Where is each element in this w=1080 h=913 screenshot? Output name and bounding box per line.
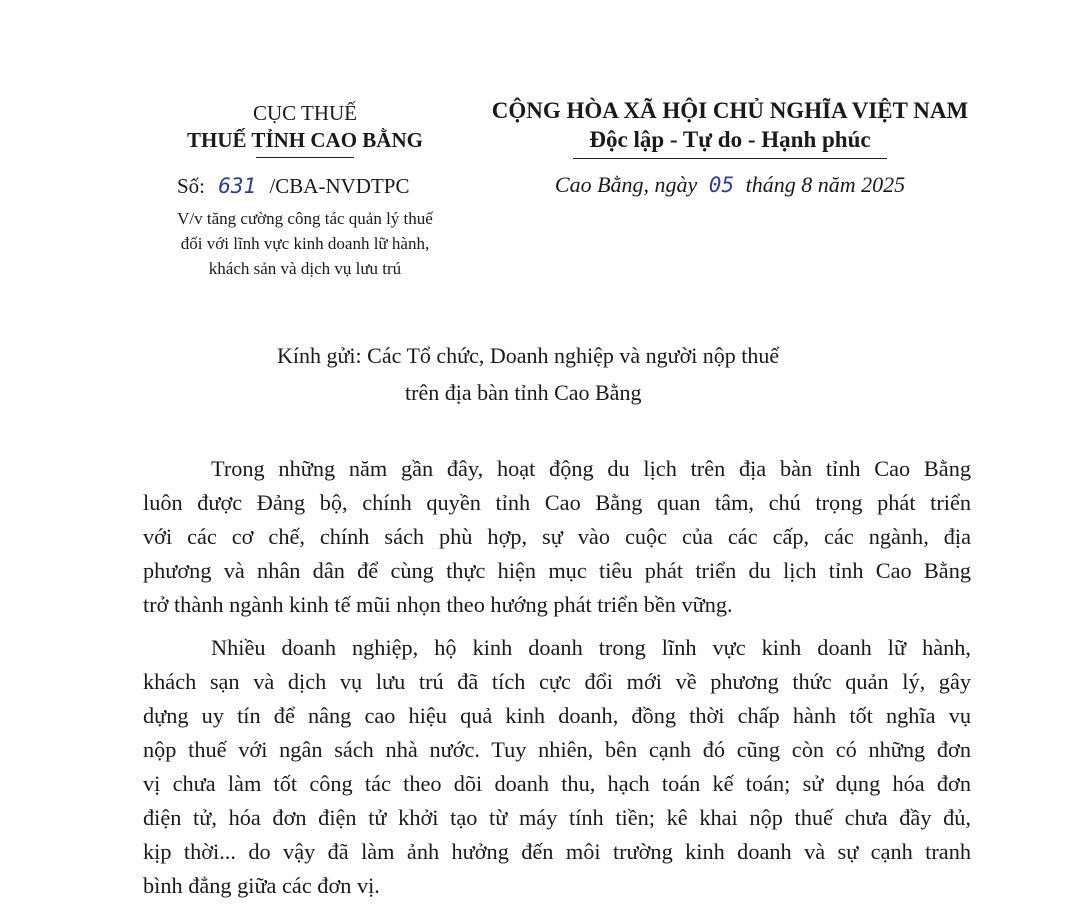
body-line: phương và nhân dân để cùng thực hiện mục tiêu phát triển du lịch tỉnh Cao Bằng xyxy=(143,558,971,583)
date-prefix: Cao Bằng, ngày xyxy=(554,172,698,197)
body-line: trở thành ngành kinh tế mũi nhọn theo hướng phát triển bền vững. xyxy=(143,592,733,617)
body-paragraph-2 xyxy=(143,631,971,903)
document-date xyxy=(480,172,980,198)
subject-line: V/v tăng cường công tác quản lý thuế xyxy=(177,209,433,228)
body-line: dựng uy tín để nâng cao hiệu quả kinh doanh, đồng thời chấp hành tốt nghĩa vụ xyxy=(143,703,971,728)
motto-underline xyxy=(573,158,887,159)
body-line: khách sạn và dịch vụ lưu trú đã tích cực đổi mới về phương thức quản lý, gây xyxy=(143,669,971,694)
document-number-suffix: /CBA-NVDTPC xyxy=(269,174,410,198)
body-line: Trong những năm gần đây, hoạt động du lịch trên địa bàn tỉnh Cao Bằng xyxy=(211,456,971,481)
body-line: kịp thời... do vậy đã làm ảnh hưởng đến môi trường kinh doanh và sự cạnh tranh xyxy=(143,839,971,864)
document-number xyxy=(177,174,409,199)
body-line: điện tử, hóa đơn điện tử khởi tạo từ máy tính tiền; kê khai nộp thuế chưa đầy đủ, xyxy=(143,805,971,830)
body-paragraph-1 xyxy=(143,452,971,622)
date-suffix: tháng 8 năm 2025 xyxy=(745,172,906,197)
subject-line: khách sản và dịch vụ lưu trú xyxy=(208,259,402,278)
document-subject xyxy=(140,206,470,281)
office-underline xyxy=(256,157,354,158)
recipients-line-2: trên địa bàn tỉnh Cao Bằng xyxy=(405,380,642,405)
recipients-line-1: Kính gửi: Các Tổ chức, Doanh nghiệp và người nộp thuế xyxy=(277,343,780,368)
body-line: vị chưa làm tốt công tác theo dõi doanh thu, hạch toán kế toán; sử dụng hóa đơn xyxy=(143,771,971,796)
body-line: bình đẳng giữa các đơn vị. xyxy=(143,873,380,898)
document-number-prefix: Số: xyxy=(177,174,206,198)
office-name: THUẾ TỈNH CAO BẰNG xyxy=(187,128,423,152)
subject-line: đối với lĩnh vực kinh doanh lữ hành, xyxy=(180,234,430,253)
body-line: luôn được Đảng bộ, chính quyền tỉnh Cao Bằng quan tâm, chú trọng phát triển xyxy=(143,490,971,515)
national-motto: Độc lập - Tự do - Hạnh phúc xyxy=(589,127,871,152)
document-number-handwritten: 631 xyxy=(218,174,257,198)
agency-name: CỤC THUẾ xyxy=(252,101,358,125)
national-title: CỘNG HÒA XÃ HỘI CHỦ NGHĨA VIỆT NAM xyxy=(491,98,969,123)
body-line: với các cơ chế, chính sách phù hợp, sự vào cuộc của các cấp, các ngành, địa xyxy=(143,524,971,549)
body-line: nộp thuế với ngân sách nhà nước. Tuy nhiên, bên cạnh đó cũng còn có những đơn xyxy=(143,737,971,762)
body-line: Nhiều doanh nghiệp, hộ kinh doanh trong lĩnh vực kinh doanh lữ hành, xyxy=(211,635,971,660)
date-day-handwritten: 05 xyxy=(708,173,735,197)
